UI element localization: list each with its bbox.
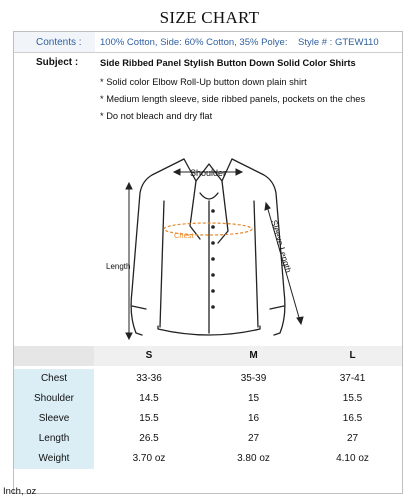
header-size-m: M: [204, 346, 303, 366]
table-cell: 4.10 oz: [336, 453, 369, 464]
table-row: [14, 389, 402, 409]
feature-item: * Medium length sleeve, side ribbed panels, pockets on the ches: [100, 94, 366, 104]
table-row: [14, 429, 402, 449]
subject-label: Subject :: [36, 57, 79, 68]
row-label: Shoulder: [14, 389, 94, 409]
table-cell: 15: [247, 393, 260, 404]
table-row: [14, 449, 402, 469]
table-cell: 3.70 oz: [132, 453, 166, 464]
style-number: Style # : GTEW110: [297, 32, 379, 53]
header-cell: [14, 346, 94, 366]
table-header-row: [14, 346, 402, 366]
table-cell: 3.80 oz: [237, 453, 270, 464]
length-label: Length: [106, 262, 131, 271]
table-cell: 16.5: [342, 413, 363, 424]
contents-row: [14, 32, 402, 53]
shirt-measurement-diagram: [14, 131, 402, 346]
sleeve-length-label: Sleeve Length: [269, 218, 294, 274]
table-cell: 16: [247, 413, 260, 424]
units-note: Inch, oz: [3, 486, 37, 497]
contents-label: Contents :: [14, 32, 95, 52]
table-cell: 15.5: [342, 393, 363, 404]
table-cell: 33-36: [136, 373, 162, 384]
subject-value: Side Ribbed Panel Stylish Button Down Solid Color Shirts: [100, 58, 356, 68]
size-chart-card: [13, 31, 403, 494]
feature-item: * Solid color Elbow Roll-Up button down plain shirt: [100, 77, 307, 87]
table-cell: 15.5: [139, 413, 159, 424]
header-size-l: L: [303, 346, 402, 366]
table-cell: 26.5: [139, 433, 159, 444]
subject-row: [14, 53, 402, 73]
row-label: Sleeve: [14, 409, 94, 429]
row-label: Length: [14, 429, 94, 449]
header-size-s: S: [94, 346, 204, 366]
table-cell: 14.5: [139, 393, 159, 404]
row-label: Weight: [14, 449, 94, 469]
chest-label: Chest: [174, 231, 194, 240]
table-row: [14, 369, 402, 389]
row-label: Chest: [14, 369, 94, 389]
page-title: SIZE CHART: [159, 8, 260, 27]
table-row: [14, 409, 402, 429]
table-cell: 37-41: [339, 373, 366, 384]
shirt-outline-icon: [131, 159, 285, 335]
table-cell: 27: [247, 433, 260, 444]
feature-item: * Do not bleach and dry flat: [100, 111, 213, 121]
button-dots: [211, 209, 215, 309]
table-cell: 35-39: [240, 373, 267, 384]
shoulder-label: Shoulder: [189, 168, 227, 178]
contents-value: 100% Cotton, Side: 60% Cotton, 35% Polye:: [100, 37, 288, 48]
table-cell: 27: [346, 433, 359, 444]
